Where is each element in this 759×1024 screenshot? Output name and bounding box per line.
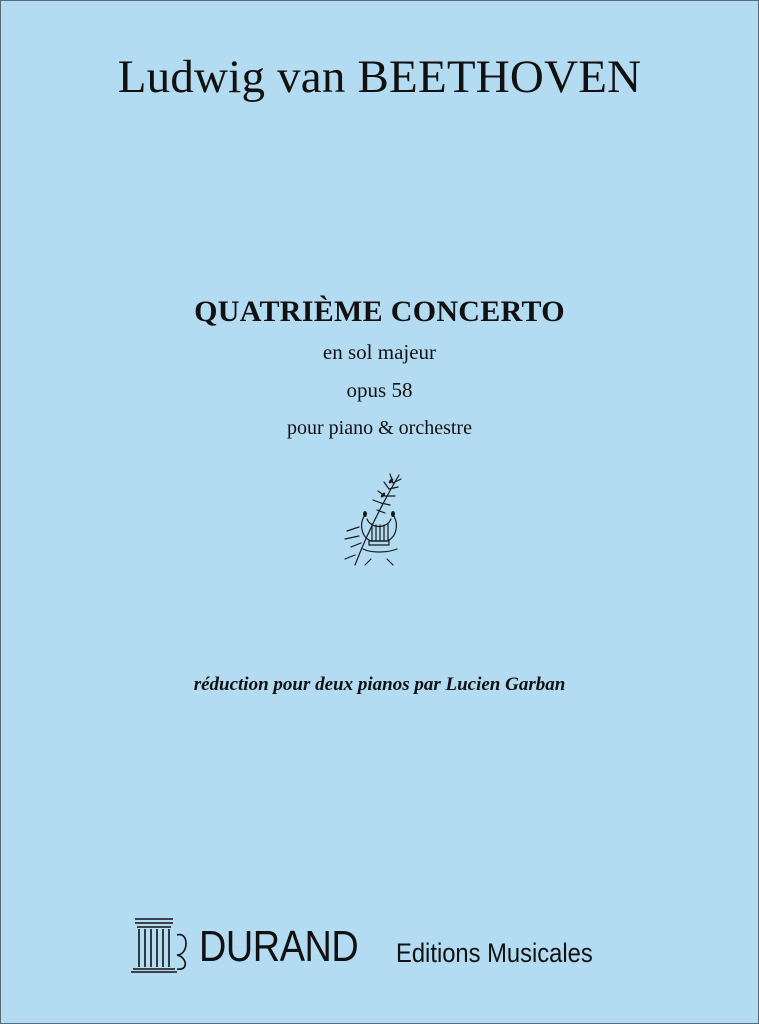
key-line: en sol majeur: [322, 340, 437, 364]
opus-line: opus 58: [346, 378, 413, 402]
work-title: QUATRIÈME CONCERTO: [194, 295, 565, 328]
lyre-emblem-icon: [341, 469, 411, 567]
temple-columns-logo-icon: [131, 915, 191, 973]
arrangement-credit: réduction pour deux pianos par Lucien Garban: [193, 674, 566, 695]
composer-name: Ludwig van BEETHOVEN: [117, 51, 642, 103]
publisher-name: DURAND: [199, 922, 359, 971]
publisher-block: [131, 911, 620, 973]
publisher-subtitle: Editions Musicales: [396, 938, 593, 968]
instrumentation-line: pour piano & orchestre: [287, 417, 472, 439]
